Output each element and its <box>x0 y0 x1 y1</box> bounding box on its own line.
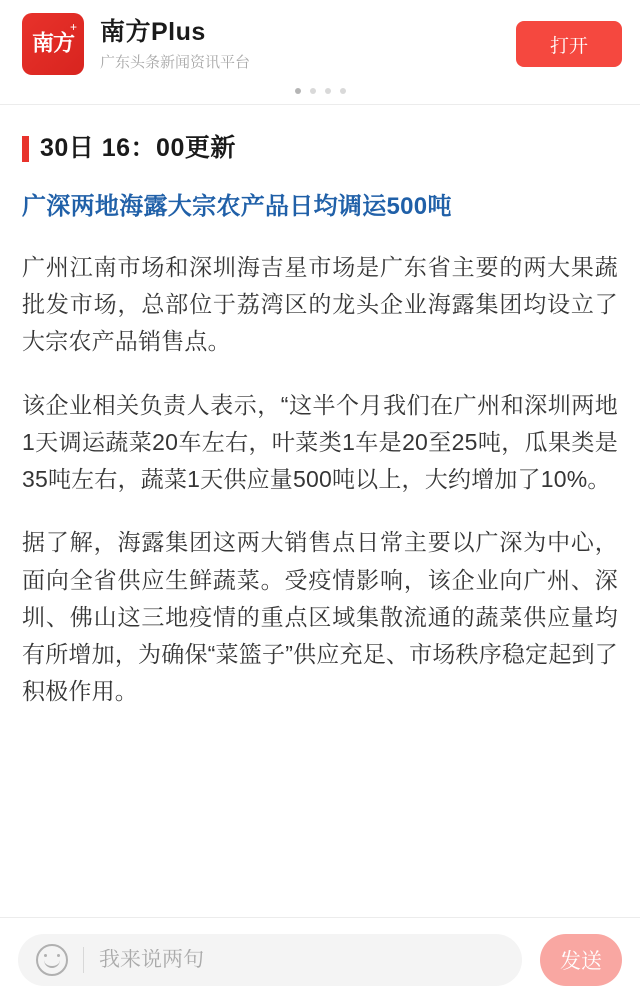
update-label: 30日 16：00更新 <box>40 134 236 162</box>
comment-bar <box>0 917 640 1001</box>
update-heading <box>22 135 618 163</box>
app-subtitle: 广东头条新闻资讯平台 <box>100 53 251 71</box>
input-separator <box>83 947 84 973</box>
carousel-dot[interactable] <box>295 88 301 94</box>
app-logo-text: 南方 <box>31 30 74 57</box>
update-accent-bar <box>22 136 29 162</box>
app-info <box>100 17 516 72</box>
article-paragraph: 该企业相关负责人表示，“这半个月我们在广州和深圳两地1天调运蔬菜20车左右，叶菜类1车是20至25吨，瓜果类是35吨左右，蔬菜1天供应量500吨以上，大约增加了10%。 <box>22 391 618 493</box>
header-divider <box>0 104 640 105</box>
app-promo-banner <box>0 0 640 88</box>
carousel-dot[interactable] <box>340 88 346 94</box>
article-paragraph: 广州江南市场和深圳海吉星市场是广东省主要的两大果蔬批发市场，总部位于荔湾区的龙头企业海露集团均设立了大宗农产品销售点。 <box>22 253 618 355</box>
open-app-button[interactable]: 打开 <box>516 21 622 67</box>
article-title: 广深两地海露大宗农产品日均调运500吨 <box>22 192 452 220</box>
smiley-icon[interactable] <box>36 944 68 976</box>
comment-input[interactable]: 我来说两句 <box>99 949 204 970</box>
article-paragraph: 据了解，海露集团这两大销售点日常主要以广深为中心，面向全省供应生鲜蔬菜。受疫情影响，该企业向广州、深圳、佛山这三地疫情的重点区域集散流通的蔬菜供应量均有所增加，为确保“菜篮子”供应充足、市场秩序稳定起到了积极作用。 <box>22 529 618 705</box>
app-title: 南方Plus <box>100 17 206 46</box>
carousel-dot[interactable] <box>310 88 316 94</box>
app-logo <box>22 13 84 75</box>
comment-input-container[interactable] <box>18 934 522 986</box>
send-comment-button[interactable]: 发送 <box>540 934 622 986</box>
carousel-dot[interactable] <box>325 88 331 94</box>
plus-badge-icon: + <box>69 20 77 34</box>
article-body <box>0 135 640 711</box>
